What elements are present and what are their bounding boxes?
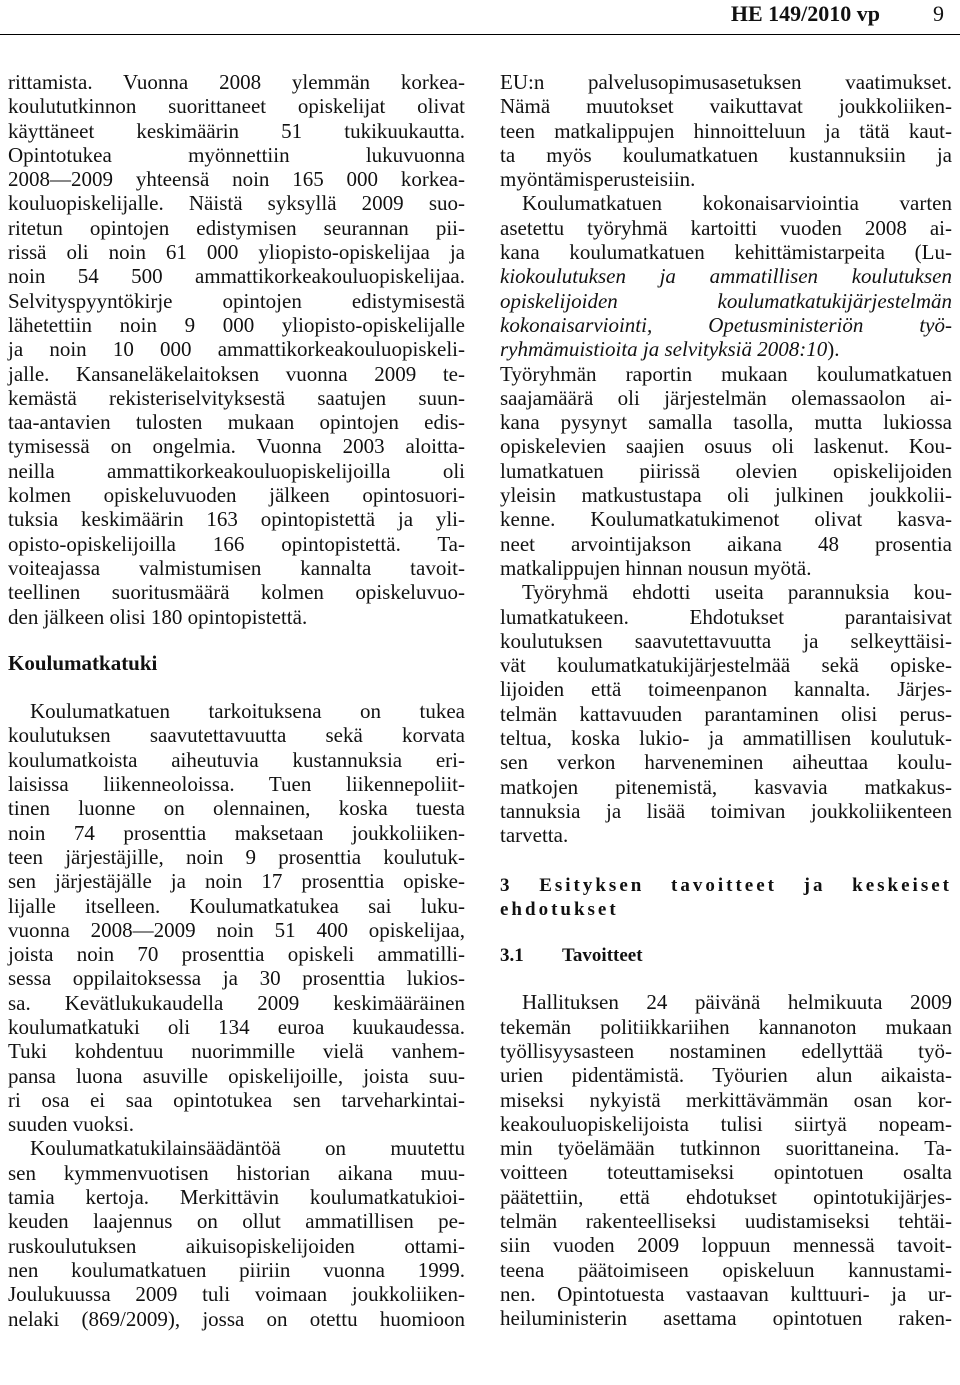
text-line: vät koulumatkatukijärjestelmää sekä opiske- <box>500 653 952 678</box>
italic-text: kiokoulutuksen ja ammatillisen koulutuksen <box>500 264 952 289</box>
text-line <box>500 313 952 337</box>
text-line: telmän rakenteelliseksi uudistamiseksi tehtäi- <box>500 1209 952 1234</box>
text-line: asetettu työryhmä kartoitti vuoden 2008 ai- <box>500 215 952 240</box>
italic-text: opiskelijoiden koulumatkatukijärjestelmän <box>500 288 952 313</box>
text-line: koulumatkoista aiheutuvia kustannuksia eri- <box>8 747 465 772</box>
text-line: keakouluopiskelijoista tulisi siirtyä nopeam- <box>500 1111 952 1136</box>
text-line: noin 54 500 ammattikorkeakouluopiskelijaa. <box>8 264 465 289</box>
text-line: laisissa liikenneoloissa. Tuen liikennepoliit- <box>8 772 465 797</box>
text-line <box>500 289 952 313</box>
italic-report-title-end: ryhmämuistioita ja selvityksiä 2008:10 <box>500 337 828 362</box>
text-line: lijalle itselleen. Koulumatkatukea sai luku- <box>8 893 465 918</box>
text-line: den jälkeen olisi 180 opintopistettä. <box>8 604 308 629</box>
text-line: ri osa ei saa opintotukea sen tarveharkintai- <box>8 1087 465 1112</box>
text-line: Työryhmä ehdotti useita parannuksia kou- <box>522 580 952 605</box>
paragraph-koulumatkatuki-purpose <box>8 699 465 1136</box>
section-heading-line: ehdotukset <box>500 898 619 920</box>
text-line: noin 74 prosenttia maksetaan joukkoliiken- <box>8 820 465 845</box>
text-line: Tuki kohdentuu nuorimmille vielä vanhem- <box>8 1039 465 1064</box>
text-line: urien pidentämistä. Työurien alun aikaista- <box>500 1063 952 1088</box>
text-line: käyttäneet keskimäärin 51 tukikuukautta. <box>8 118 465 143</box>
text-line: taa-antavien tulosten mukaan opintojen edis- <box>8 410 465 435</box>
text-line: tinen luonne on olennainen, koska tuesta <box>8 796 465 821</box>
text-line: teen järjestäjille, noin 9 prosenttia koulutuk- <box>8 844 465 869</box>
text-line: ruskoulutuksen aikuisopiskelijoiden ottami- <box>8 1233 465 1258</box>
text-line: myöntämisperusteisiin. <box>500 167 696 192</box>
text-line: vuonna 2008—2009 noin 51 400 opiskelijaa, <box>8 917 465 942</box>
text-line: tarvetta. <box>500 823 569 848</box>
paragraph-working-group <box>500 191 952 580</box>
text-line: matkojen pitenemistä, kasvavia matkakus- <box>500 774 952 799</box>
text-line: min työelämään tutkinnon suorittaneina. Ta- <box>500 1136 952 1161</box>
text-line: neet arvointijakson aikana 48 prosentia <box>500 531 952 556</box>
text-line: Hallituksen 24 päivänä helmikuuta 2009 <box>522 990 952 1015</box>
text-line: ja noin 10 000 ammattikorkeakouluopiskeli- <box>8 337 465 362</box>
text-line <box>500 337 952 361</box>
section-heading-3 <box>500 874 952 923</box>
text-line: kenne. Koulumatkatukimenot olivat kasva- <box>500 507 952 532</box>
text-line: sa. Kevätlukukaudella 2009 keskimääräinen <box>8 990 465 1015</box>
text-line: yleisin matkustustapa oli julkinen joukkolii- <box>500 483 952 508</box>
text-line: kemästä rekisteriselvityksestä saatujen suun- <box>8 385 465 410</box>
text-line: heiluministerin asettama opintotuen raken- <box>500 1306 952 1331</box>
text-line: nen. Opintotuesta vastaavan kulttuuri- ja ur- <box>500 1281 952 1306</box>
text-line: jalle. Kansaneläkelaitoksen vuonna 2009 te- <box>8 361 465 386</box>
text-line: sen järjestäjälle ja noin 17 prosenttia opiske- <box>8 869 465 894</box>
text-line: koulutuksen saavutettavuutta sekä korvata <box>8 723 465 748</box>
text-line: opiskelevien saajien osuus oli laskenut. Kou- <box>500 434 952 459</box>
italic-text: kokonaisarviointi, Opetusministeriön työ- <box>500 312 952 337</box>
text-line: EU:n palvelusopimusasetuksen vaatimukset. <box>500 70 952 94</box>
text-line: ta myös koulumatkatuen kustannuksiin ja <box>500 142 952 167</box>
text-line: kana pysynyt samalla tasolla, mutta lukiossa <box>500 410 952 435</box>
text-line: kolmen opiskeluvuoden jälkeen opintosuori- <box>8 483 465 508</box>
text-line: teltua, koska lukio- ja ammatillisen koulutuk- <box>500 726 952 751</box>
text-line: tuksia keskimäärin 163 opintopistettä ja yli- <box>8 507 465 532</box>
text-line: pansa luona asuville opiskelijoille, joista suu- <box>8 1063 465 1088</box>
text-line: tamia kertoja. Merkittävin koulumatkatukioi- <box>8 1185 465 1210</box>
text-line: 2008—2009 yhteensä noin 165 000 korkea- <box>8 167 465 192</box>
subsection-heading-3-1 <box>500 944 952 968</box>
text-line: nen koulumatkatuen piiriin vuonna 1999. <box>8 1257 465 1282</box>
left-column <box>8 70 465 1331</box>
text-line: neilla ammattikorkeakouluopiskelijoilla oli <box>8 458 465 483</box>
subsection-title: Tavoitteet <box>562 945 643 967</box>
text-line: tymisessä on ongelmia. Vuonna 2003 aloitta- <box>8 434 465 459</box>
text-line <box>500 264 952 288</box>
text-line: sessa oppilaitoksessa ja 30 prosenttia lukios- <box>8 966 465 991</box>
text-line: voiteajassa valmistumisen kannalta tavoit- <box>8 555 465 580</box>
text-line: teena päätoimiseen opiskeluun kannustami- <box>500 1257 952 1282</box>
document-id-header: HE 149/2010 vp <box>730 1 880 26</box>
text-line: tekemän politiikkariihen kannanoton mukaan <box>500 1014 952 1039</box>
paragraph-study-progress <box>8 70 465 629</box>
section-heading-line: 3 Esityksen tavoitteet ja keskeiset <box>500 874 952 896</box>
text-line: Opintotukea myönnettiin lukuvuonna <box>8 142 465 167</box>
text-line: nelaki (869/2009), jossa on otettu huomioon <box>8 1306 465 1331</box>
text-line: telmän kattavuuden parantaminen olisi perus- <box>500 701 952 726</box>
text-line: Työryhmän raportin mukaan koulumatkatuen <box>500 361 952 386</box>
page-number: 9 <box>933 1 944 26</box>
text-line: Nämä muutokset vaikuttavat joukkoliiken- <box>500 94 952 119</box>
text-line: joista noin 70 prosenttia opiskeli ammatilli- <box>8 942 465 967</box>
text-line: työllisyysasteen nostaminen edellyttää työ- <box>500 1038 952 1063</box>
text-fragment: ). <box>827 337 840 362</box>
text-line: voitteen toteuttamiseksi opintotuen osalta <box>500 1160 952 1185</box>
paragraph-proposals <box>500 580 952 847</box>
text-line: Joulukuussa 2009 tuli voimaan joukkoliiken- <box>8 1282 465 1307</box>
text-line: ritetun opintojen edistymisen seurannan pii- <box>8 215 465 240</box>
text-line: koulutuksen saavutettavuutta ja selkeyttäisi- <box>500 628 952 653</box>
paragraph-legislation-history <box>8 1136 465 1330</box>
text-line: koulututkinnon suorittaneet opiskelijat olivat <box>8 94 465 119</box>
text-line: lumatkatuen piirissä olevien opiskelijoiden <box>500 458 952 483</box>
section-heading-koulumatkatuki: Koulumatkatuki <box>8 650 158 675</box>
text-line: opisto-opiskelijoilla 166 opintopistettä. Ta- <box>8 531 465 556</box>
text-line: Koulumatkatuen tarkoituksena on tukea <box>30 699 465 724</box>
header-rule <box>0 34 960 35</box>
text-line: saajamäärä oli järjestelmän olemassaolon ai- <box>500 385 952 410</box>
text-line: matkalippujen hinnan nousun myötä. <box>500 555 812 580</box>
paragraph-eu-regulation <box>500 70 952 191</box>
text-line: keuden laajennus on ollut ammatillisen pe- <box>8 1209 465 1234</box>
text-line: suuden vuoksi. <box>8 1112 134 1137</box>
text-line: siin vuoden 2009 loppuun mennessä tavoit- <box>500 1233 952 1258</box>
text-line: teellinen suoritusmäärä kolmen opiskeluvuo- <box>8 580 465 605</box>
text-line: rittamista. Vuonna 2008 ylemmän korkea- <box>8 70 465 94</box>
text-line: kouluopiskelijalle. Näistä syksyllä 2009 suo- <box>8 191 465 216</box>
text-line: teen matkalippujen hinnoitteluun ja tätä kaut- <box>500 118 952 143</box>
text-line: koulumatkatuki oli 134 euroa kuukaudessa. <box>8 1014 465 1039</box>
text-line: lumatkatukeen. Ehdotukset parantaisivat <box>500 604 952 629</box>
text-line: tannuksia ja lisää toimivan joukkoliikenteen <box>500 798 952 823</box>
text-line: rissä oli noin 61 000 yliopisto-opiskelijaa ja <box>8 240 465 265</box>
text-line: sen verkon harveneminen aiheuttaa koulu- <box>500 750 952 775</box>
right-column <box>500 70 952 1331</box>
text-line: miseksi nykyistä merkittävämmän osan kor- <box>500 1087 952 1112</box>
text-line: kana koulumatkatuen kehittämistarpeita (Lu- <box>500 240 952 265</box>
text-line: lähetettiin noin 9 000 yliopisto-opiskelijalle <box>8 312 465 337</box>
text-line: Selvityspyyntökirje opintojen edistymisestä <box>8 288 465 313</box>
subsection-number: 3.1 <box>500 945 524 967</box>
text-line: sen kymmenvuotisen historian aikana muu- <box>8 1160 465 1185</box>
paragraph-government-goals <box>500 990 952 1330</box>
text-line: Koulumatkatukilainsäädäntöä on muutettu <box>30 1136 465 1161</box>
text-line: Koulumatkatuen kokonaisarviointia varten <box>522 191 952 216</box>
text-line: päätettiin, että ehdotukset opintotukijärjes- <box>500 1184 952 1209</box>
text-line: lijoiden että toimeenpanon kannalta. Järjes- <box>500 677 952 702</box>
